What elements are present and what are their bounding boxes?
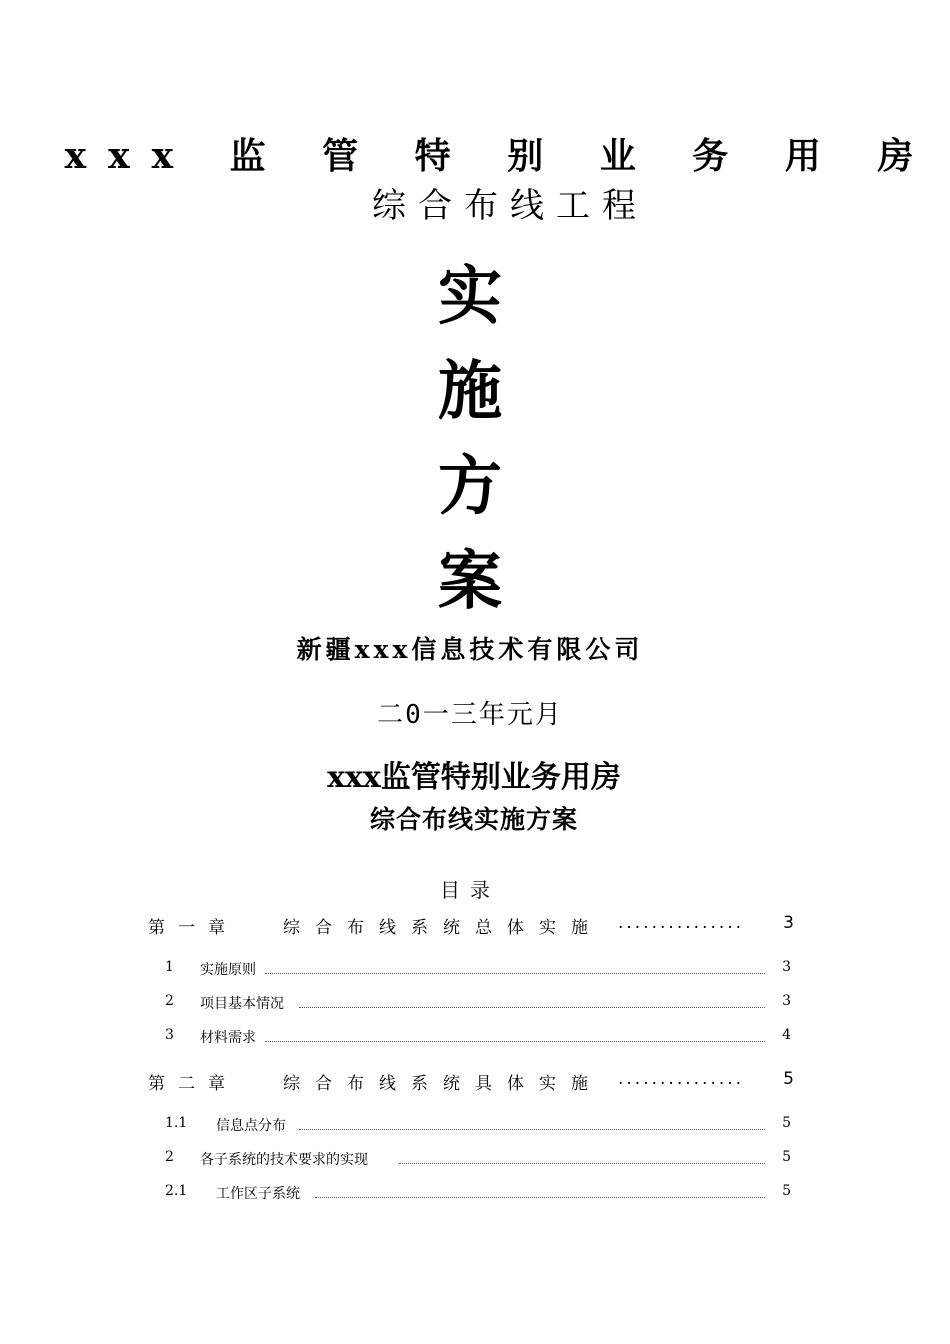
toc-dot-leader: ...............	[618, 1069, 745, 1089]
toc-item-3[interactable]	[165, 1027, 791, 1047]
toc-dot-leader	[265, 1040, 765, 1042]
toc-item-5[interactable]	[165, 1149, 791, 1169]
toc-item-title: 项目基本情况	[200, 993, 285, 1013]
document-subtitle: 综合布线实施方案	[369, 805, 578, 834]
toc-item-2[interactable]	[165, 993, 791, 1013]
toc-dot-leader: ...............	[618, 913, 745, 933]
toc-page-number: 5	[782, 1149, 791, 1165]
toc-page-number: 4	[782, 1027, 791, 1043]
cover-big-char-2: 施	[438, 354, 502, 429]
toc-page-number: 5	[782, 1115, 791, 1131]
toc-item-number: 2	[165, 1149, 174, 1165]
cover-date: 二0一三年元月	[377, 700, 563, 730]
cover-title-line1: xxx 监 管 特 别 业 务 用 房	[64, 135, 936, 177]
toc-item-1[interactable]	[165, 959, 791, 979]
toc-chapter-1[interactable]	[148, 913, 794, 939]
toc-item-number: 2.1	[165, 1183, 188, 1199]
document-title: xxx监管特别业务用房	[327, 760, 621, 795]
toc-page-number: 3	[782, 993, 791, 1009]
toc-dot-leader	[265, 972, 765, 974]
company-name: 新疆xxx信息技术有限公司	[296, 635, 644, 664]
toc-page-number: 3	[782, 959, 791, 975]
toc-item-number: 1.1	[165, 1115, 188, 1131]
toc-dot-leader	[399, 1162, 765, 1164]
toc-item-number: 2	[165, 993, 174, 1009]
cover-big-char-4: 案	[438, 544, 502, 619]
toc-dot-leader	[299, 1006, 765, 1008]
cover-big-char-3: 方	[438, 449, 502, 524]
toc-dot-leader	[299, 1128, 765, 1130]
cover-big-char-1: 实	[438, 259, 502, 334]
toc-chapter-2[interactable]	[148, 1069, 794, 1095]
toc-item-title: 实施原则	[200, 959, 257, 979]
toc-page-number: 5	[783, 1069, 794, 1089]
toc-page-number: 5	[782, 1183, 791, 1199]
toc-item-title: 信息点分布	[216, 1115, 287, 1135]
toc-item-number: 3	[165, 1027, 174, 1043]
toc-item-title: 各子系统的技术要求的实现	[200, 1149, 369, 1169]
toc-dot-leader	[315, 1196, 765, 1198]
toc-item-number: 1	[165, 959, 174, 975]
toc-page-number: 3	[783, 913, 794, 933]
toc-item-6[interactable]	[165, 1183, 791, 1203]
toc-chapter-title: 综合布线系统总体实施	[283, 918, 603, 938]
toc-chapter-number: 第二章	[148, 1074, 238, 1094]
toc-chapter-title: 综合布线系统具体实施	[283, 1074, 603, 1094]
toc-chapter-number: 第一章	[148, 918, 238, 938]
cover-title-line2: 综合布线工程	[372, 186, 648, 226]
toc-item-4[interactable]	[165, 1115, 791, 1135]
toc-heading: 目录	[440, 878, 500, 902]
toc-item-title: 工作区子系统	[216, 1183, 301, 1203]
toc-item-title: 材料需求	[200, 1027, 257, 1047]
